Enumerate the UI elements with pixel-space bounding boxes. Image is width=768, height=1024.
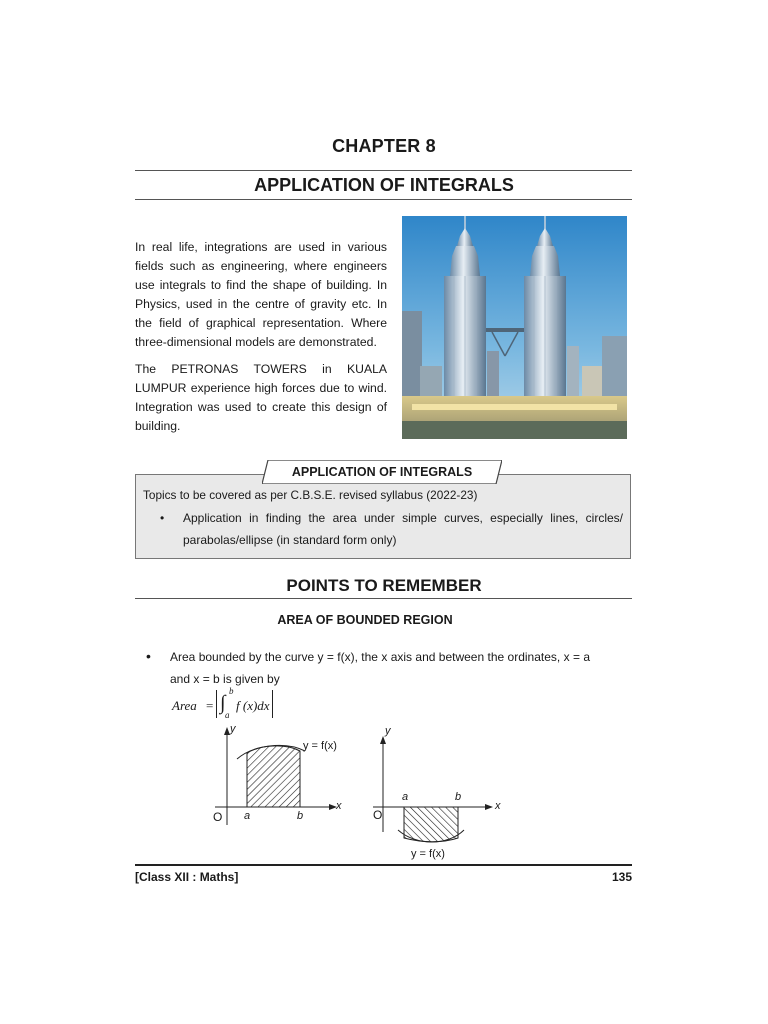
- graph1-y-label: y: [230, 723, 236, 735]
- chapter-title: APPLICATION OF INTEGRALS: [254, 175, 514, 195]
- graph2-b-label: b: [455, 791, 462, 803]
- intro-paragraph-2: The PETRONAS TOWERS in KUALA LUMPUR experience high forces due to wind. Integration was used to create this design of building.: [135, 362, 387, 433]
- graph1-b-label: b: [297, 810, 304, 822]
- graph2-y-label: y: [385, 725, 391, 737]
- syllabus-bullet-item: Application in finding the area under simple curves, especially lines, circles/ parabolas/ellipse (in standard form only): [183, 511, 623, 547]
- points-heading: POINTS TO REMEMBER: [286, 576, 482, 595]
- graph2-curve-label: y = f(x): [411, 848, 445, 860]
- intro-text: [135, 238, 387, 352]
- formula-lower-limit: a: [225, 710, 230, 720]
- graph-area-below-axis: [368, 730, 508, 855]
- footer-class-label: [Class XII : Maths]: [135, 870, 239, 884]
- syllabus-box-heading: APPLICATION OF INTEGRALS: [291, 465, 473, 479]
- title-top-rule: [135, 170, 632, 171]
- integral-sign: ∫: [220, 692, 226, 714]
- shaded-region: [404, 807, 458, 842]
- graph2-a-label: a: [402, 791, 409, 803]
- syllabus-topics-line: Topics to be covered as per C.B.S.E. revised syllabus (2022-23): [143, 488, 478, 502]
- intro-text-2: [135, 360, 387, 436]
- graph1-curve-label: y = f(x): [303, 740, 337, 752]
- graph1-a-label: a: [244, 810, 251, 822]
- formula-lhs: Area: [172, 698, 197, 713]
- abs-bar-left: [216, 690, 218, 718]
- footer-rule: [135, 864, 632, 866]
- formula-upper-limit: b: [229, 686, 234, 696]
- abs-bar-right: [272, 690, 274, 718]
- graph1-origin: O: [213, 810, 223, 824]
- graph2-x-label: x: [495, 800, 501, 812]
- petronas-towers-image: [402, 216, 627, 439]
- page-number: 135: [611, 870, 632, 884]
- title-bottom-rule: [135, 199, 632, 200]
- graph2-origin: O: [373, 808, 383, 822]
- intro-paragraph-1: In real life, integrations are used in various fields such as engineering, where engineers use integrals to find the shape of building. In Physics, used in the centre of gravity etc. In the field of graphical representation. Where three-dimensional models are demonstrated.: [135, 240, 387, 349]
- point-text: Area bounded by the curve y = f(x), the x axis and between the ordinates, x = a and x = b is given by: [170, 650, 590, 686]
- formula-integrand: f (x)dx: [236, 698, 270, 713]
- points-rule: [135, 598, 632, 599]
- graph1-x-label: x: [336, 800, 342, 812]
- area-formula: [172, 686, 292, 720]
- formula-equals: =: [206, 698, 214, 713]
- syllabus-bullet: •: [160, 511, 165, 525]
- chapter-number: CHAPTER 8: [332, 136, 436, 156]
- shaded-region: [247, 746, 300, 807]
- area-heading: AREA OF BOUNDED REGION: [277, 613, 453, 627]
- point-bullet: •: [146, 648, 151, 664]
